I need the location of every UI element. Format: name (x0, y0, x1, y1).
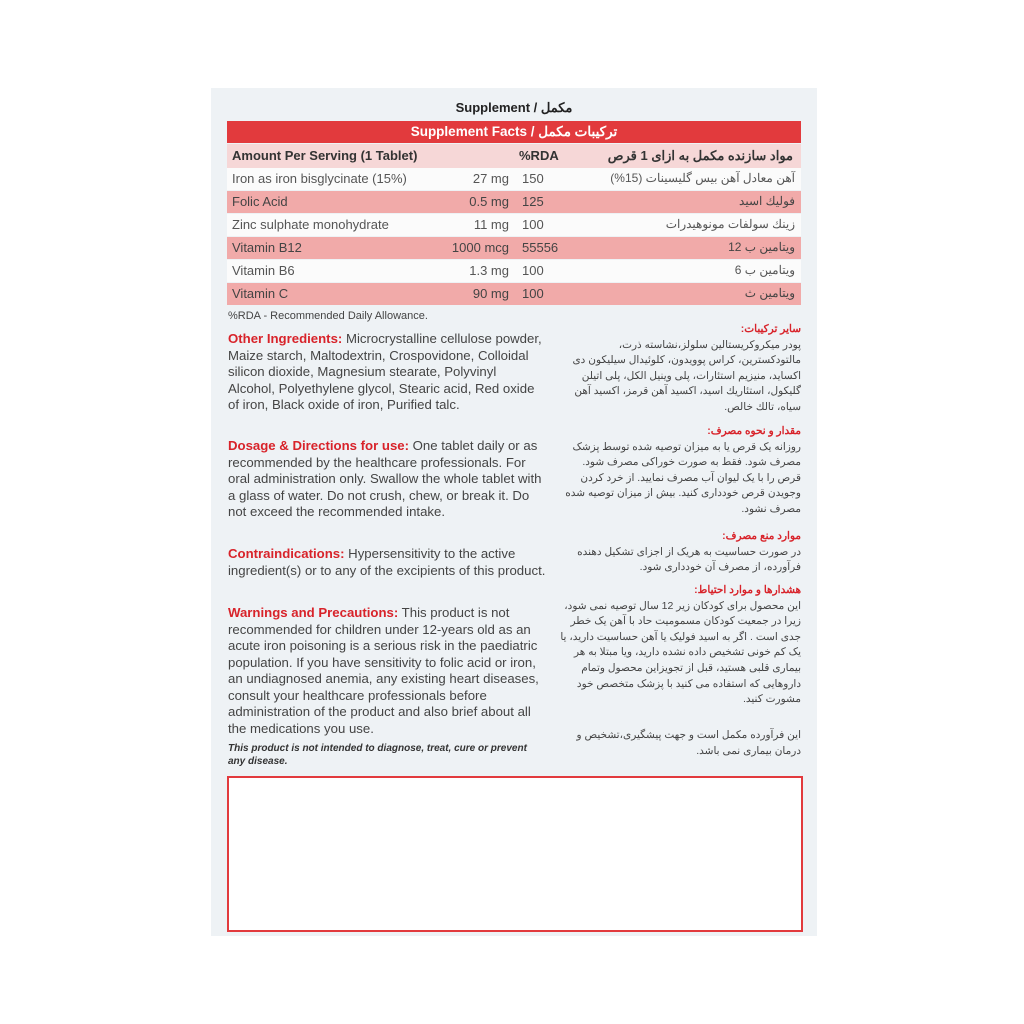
row-fa: ويتامين ب 6 (734, 263, 795, 277)
section-heading: Other Ingredients: (228, 331, 343, 346)
section-heading-fa: هشدارها و موارد احتياط: (694, 584, 801, 596)
header-amount: Amount Per Serving (1 Tablet) (232, 148, 418, 163)
section-heading: Contraindications: (228, 546, 345, 561)
section-heading-fa: ساير تركيبات: (740, 323, 801, 335)
supplement-label-panel (211, 88, 817, 936)
row-fa: زينك سولفات مونوهيدرات (665, 217, 795, 231)
dosage-fa (557, 424, 801, 518)
row-rda: 100 (522, 217, 544, 232)
row-amount: 0.5 mg (469, 194, 509, 209)
section-text: Hypersensitivity to the active ingredient(s) or to any of the excipients of this product. (228, 546, 546, 578)
section-text-fa: پودر ميكروكريستالين سلولز،نشاسته ذرت، مالتودكسترين، كراس پوويدون، كلوئيدال سيليكون دى اكسايد، منيزيم استئارات، پلى وينيل الكل، پلى اتيلن گليكول، استئاريك اسيد، اكسيد آهن قرمز، اكسيد آهن سياه، تالك خالص. (572, 338, 801, 413)
row-name: Folic Acid (232, 194, 288, 209)
section-text-fa: اين فرآورده مكمل است و جهت پيشگيرى،تشخيص و درمان بيمارى نمى باشد. (576, 729, 801, 757)
dosage-en (228, 438, 546, 521)
section-heading: Dosage & Directions for use: (228, 438, 409, 453)
row-fa: آهن معادل آهن بيس گليسينات (15%) (610, 171, 795, 185)
empty-red-box (227, 776, 803, 932)
section-text-fa: روزانه يک قرص يا به ميزان توصيه شده توسط پزشک مصرف شود. فقط به صورت خوراكى مصرف شود. قرص را با يک ليوان آب مصرف نماييد. از خرد كردن وجويدن قرص خوددارى كنيد. بيش از ميزان توصيه شده مصرف نشود. (565, 440, 801, 515)
row-name: Vitamin B12 (232, 240, 302, 255)
row-fa: فوليك اسيد (739, 194, 795, 208)
table-row (227, 191, 801, 213)
row-rda: 125 (522, 194, 544, 209)
row-fa: ويتامين ب 12 (728, 240, 795, 254)
header-fa: مواد سازنده مكمل به ازاى 1 قرص (607, 148, 793, 163)
row-amount: 90 mg (472, 286, 509, 301)
facts-table-header (227, 144, 801, 168)
section-text: This product is not recommended for children under 12-years old as an acute iron poisoning is a serious risk in the paediatric population. If you have sensitivity to folic acid or iron, an undiagnosed anemia, any existing heart diseases, consult your healthcare professionals before administration of the product and also brief about all the medications you use. (228, 605, 539, 736)
section-heading: Warnings and Precautions: (228, 605, 399, 620)
table-row (227, 283, 801, 305)
row-name: Vitamin C (232, 286, 289, 301)
row-amount: 1000 mcg (451, 240, 509, 255)
row-fa: ويتامين ث (744, 286, 795, 300)
row-name: Iron as iron bisglycinate (15%) (232, 171, 407, 186)
header-rda: %RDA (519, 148, 559, 163)
contraindications-en (228, 546, 546, 579)
section-text-fa: در صورت حساسيت به هريک از اجزاى تشكيل دهنده فرآورده، از مصرف آن خوددارى شود. (577, 545, 801, 574)
row-amount: 11 mg (473, 217, 509, 232)
other-ingredients-en (228, 331, 546, 414)
supplement-facts-bar: Supplement Facts / تركيبات مكمل (227, 121, 801, 143)
warnings-en (228, 605, 546, 737)
table-row (227, 260, 801, 282)
row-amount: 1.3 mg (469, 263, 509, 278)
disclaimer-fa (557, 728, 801, 759)
table-row (227, 168, 801, 190)
contraindications-fa (557, 529, 801, 576)
section-text: Microcrystalline cellulose powder, Maize starch, Maltodextrin, Crospovidone, Colloidal silicon dioxide, Magnesium stearate, Polyvinyl Alcohol, Polyethylene glycol, Stearic acid, Red oxide of iron, Black oxide of iron, Purified talc. (228, 331, 542, 412)
row-rda: 100 (522, 263, 544, 278)
section-text-fa: اين محصول براى كودكان زير 12 سال توصيه نمى شود، زيرا در جمعيت كودكان مسموميت حاد با آهن يک خطر جدى است . اگر به اسيد فوليک يا آهن حساسيت داريد، يا يک كم خونى تشخيص داده نشده داريد، ويا مبتلا به هر بيمارى قلبى هستيد، قبل از تجويزاين محصول وتمام داروهايى كه استفاده مى كنيد با پزشک متخصص خود مشورت كنيد. (560, 599, 801, 706)
table-row (227, 237, 801, 259)
row-name: Zinc sulphate monohydrate (232, 217, 389, 232)
section-text: One tablet daily or as recommended by the healthcare professionals. For oral administration only. Swallow the whole tablet with a glass of water. Do not crush, chew, or break it. Do not exceed the recommended intake. (228, 438, 542, 519)
row-rda: 55556 (522, 240, 559, 255)
row-rda: 150 (522, 171, 544, 186)
section-heading-fa: مقدار و نحوه مصرف: (707, 425, 801, 437)
row-amount: 27 mg (472, 171, 509, 186)
row-rda: 100 (522, 286, 544, 301)
rda-note: %RDA - Recommended Daily Allowance. (228, 310, 428, 322)
disclaimer: This product is not intended to diagnose, treat, cure or prevent any disease. (228, 743, 527, 767)
other-ingredients-fa (557, 322, 801, 416)
warnings-fa (557, 583, 801, 708)
row-name: Vitamin B6 (232, 263, 295, 278)
section-heading-fa: موارد منع مصرف: (722, 530, 801, 542)
page-title: Supplement / مكمل (455, 100, 573, 115)
table-row (227, 214, 801, 236)
